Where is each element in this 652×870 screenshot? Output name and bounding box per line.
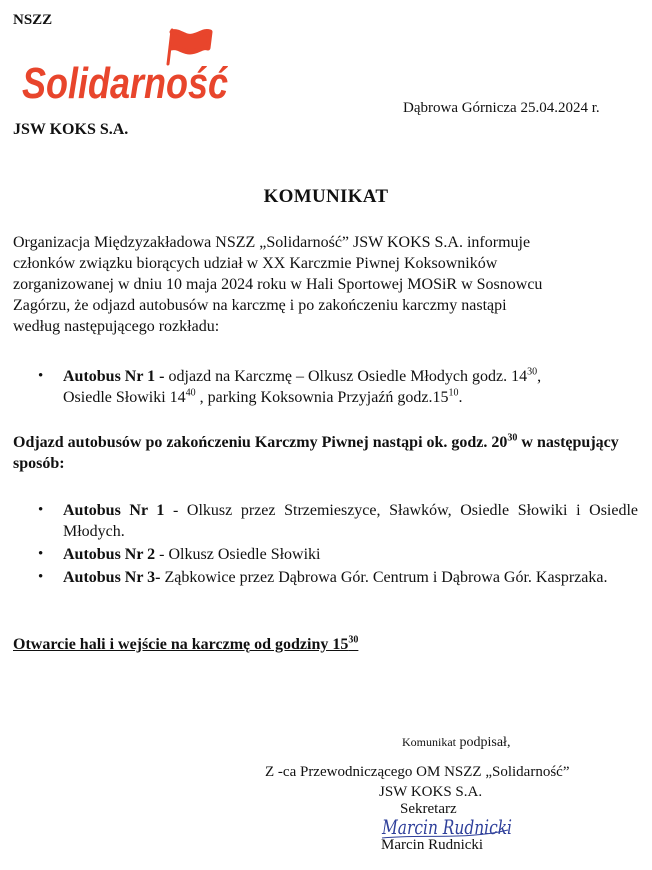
return-bus-item: • Autobus Nr 3- Ząbkowice przez Dąbrowa Gór. Centrum i Dąbrowa Gór. Kasprzaka.	[13, 567, 638, 588]
departure-list	[13, 366, 638, 408]
bus-label: Autobus Nr 1 -	[63, 368, 165, 385]
signatory-company: JSW KOKS S.A.	[379, 784, 483, 800]
intro-paragraph	[13, 232, 638, 337]
svg-text:Solidarność: Solidarność	[22, 59, 229, 108]
hall-opening-notice: Otwarcie hali i wejście na karczmę od godziny $15^{30}$	[13, 634, 359, 653]
signed-by-label: Komunikat podpisał,	[402, 735, 511, 750]
company-name: JSW KOKS S.A.	[13, 121, 129, 138]
intro-line: zorganizowanej w dniu 10 maja 2024 roku w Hali Sportowej MOSiR w Sosnowcu	[13, 276, 543, 293]
intro-line: Zagórzu, że odjazd autobusów na karczmę i po zakończeniu karczmy nastąpi	[13, 297, 507, 314]
return-bus-item: • Autobus Nr 2 - Olkusz Osiedle Słowiki	[13, 544, 638, 565]
svg-text:Marcin Rudnicki: Marcin Rudnicki	[381, 815, 512, 839]
signatory-role: Z -ca Przewodniczącego OM NSZZ „Solidarność”	[265, 764, 570, 780]
intro-line: Organizacja Międzyzakładowa NSZZ „Solidarność” JSW KOKS S.A. informuje	[13, 234, 531, 251]
return-bus-list	[13, 500, 638, 590]
place-date: Dąbrowa Górnicza 25.04.2024 r.	[403, 100, 600, 116]
return-bus-item: • Autobus Nr 1 - Olkusz przez Strzemieszyce, Sławków, Osiedle Słowiki i Osiedle Młodych.	[13, 500, 638, 542]
intro-line: członków związku biorących udział w XX Karczmie Piwnej Koksowników	[13, 255, 498, 272]
signatory-name: Marcin Rudnicki	[381, 837, 484, 853]
intro-line: według następującego rozkładu:	[13, 318, 220, 335]
secretary-title: Sekretarz	[400, 801, 457, 817]
document-title: KOMUNIKAT	[263, 186, 389, 207]
return-notice: Odjazd autobusów po zakończeniu Karczmy Piwnej nastąpi ok. godz. $20^{30}$ w następujący sposób:	[13, 432, 619, 472]
org-label: NSZZ	[13, 12, 53, 28]
solidarnosc-logo	[18, 26, 232, 120]
departure-item: • Autobus Nr 1 - odjazd na Karczmę – Olkusz Osiedle Młodych godz. $14^{30}$, Osiedle Słowiki $14^{40}$ , parking Koksownia Przyjaźń $godz.15^{10}$.	[13, 366, 638, 408]
